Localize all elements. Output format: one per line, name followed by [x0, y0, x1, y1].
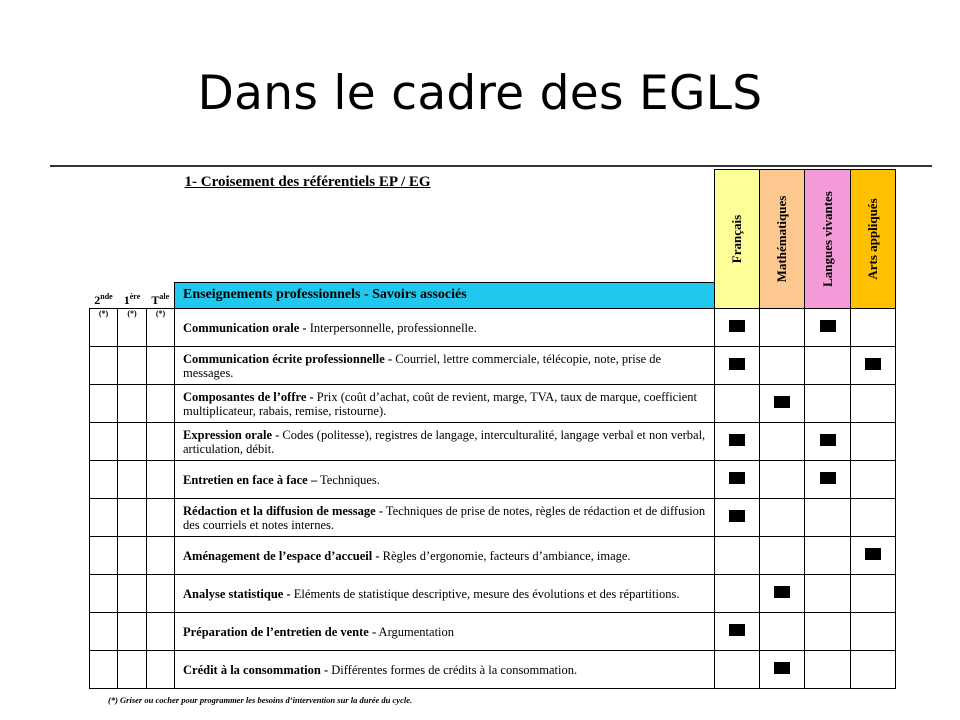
level-check-cell[interactable]: [118, 423, 147, 461]
mark-cell-langues-vivantes[interactable]: [805, 309, 851, 347]
level-check-cell[interactable]: [147, 309, 175, 347]
row-title: Communication écrite professionnelle -: [183, 351, 393, 366]
level-header-terminale: [147, 282, 175, 309]
row-title: Entretien en face à face –: [183, 472, 318, 487]
subject-label: Mathématiques: [774, 195, 789, 283]
level-check-cell[interactable]: [118, 613, 147, 651]
row-text: Interpersonnelle, professionnelle.: [306, 320, 477, 335]
filled-square-mark: [865, 358, 881, 370]
row-description: [175, 423, 715, 461]
row-description: [175, 385, 715, 423]
level-check-cell[interactable]: [90, 385, 118, 423]
table-row: [90, 309, 896, 347]
mark-cell-langues-vivantes[interactable]: [805, 651, 851, 689]
filled-square-mark: [820, 472, 836, 484]
row-text: Différentes formes de crédits à la consommation.: [328, 662, 578, 677]
subject-label: Français: [729, 214, 744, 264]
level-check-cell[interactable]: [147, 651, 175, 689]
filled-square-mark: [774, 586, 790, 598]
subject-header-arts-appliques: [851, 170, 896, 309]
level-check-cell[interactable]: [147, 423, 175, 461]
subject-label: Arts appliqués: [865, 198, 880, 280]
top-divider: [50, 165, 932, 167]
section-title-cell: [175, 170, 715, 283]
level-check-cell[interactable]: [118, 537, 147, 575]
row-text: Techniques de prise de notes, règles de rédaction et de diffusion des courriels et notes internes.: [183, 503, 706, 532]
subject-header-mathematiques: [760, 170, 805, 309]
section-header: Enseignements professionnels - Savoirs associés: [175, 282, 715, 309]
level-sup: ère: [129, 292, 141, 301]
table-row: [90, 613, 896, 651]
level-header-premiere: [118, 282, 147, 309]
filled-square-mark: [729, 358, 745, 370]
mark-cell-mathematiques[interactable]: [760, 423, 805, 461]
row-text: Courriel, lettre commerciale, télécopie, note, prise de messages.: [183, 351, 662, 380]
mark-cell-langues-vivantes[interactable]: [805, 499, 851, 537]
table-row: [90, 651, 896, 689]
level-base: T: [151, 293, 160, 307]
row-description: [175, 309, 715, 347]
mark-cell-mathematiques[interactable]: [760, 575, 805, 613]
row-text: Codes (politesse), registres de langage, interculturalité, langage verbal et non verbal, articulation, débit.: [183, 427, 706, 456]
level-check-cell[interactable]: [147, 575, 175, 613]
table-row: [90, 423, 896, 461]
mark-cell-mathematiques[interactable]: [760, 499, 805, 537]
filled-square-mark: [820, 434, 836, 446]
mark-cell-langues-vivantes[interactable]: [805, 385, 851, 423]
filled-square-mark: [774, 662, 790, 674]
mark-cell-arts-appliques[interactable]: [851, 423, 896, 461]
row-title: Communication orale -: [183, 320, 307, 335]
subject-header-francais: [715, 170, 760, 309]
mark-cell-langues-vivantes[interactable]: [805, 613, 851, 651]
mark-cell-francais[interactable]: [715, 613, 760, 651]
level-check-cell[interactable]: [147, 461, 175, 499]
mark-cell-langues-vivantes[interactable]: [805, 461, 851, 499]
section-title: 1- Croisement des référentiels EP / EG: [184, 173, 431, 190]
table-row: [90, 499, 896, 537]
row-description: [175, 651, 715, 689]
level-check-cell[interactable]: [118, 309, 147, 347]
row-text: Techniques.: [317, 472, 380, 487]
mark-cell-arts-appliques[interactable]: [851, 537, 896, 575]
row-title: Rédaction et la diffusion de message -: [183, 503, 383, 518]
row-description: [175, 537, 715, 575]
level-check-cell[interactable]: [118, 575, 147, 613]
cross-reference-table: [89, 169, 896, 689]
level-check-cell[interactable]: [90, 499, 118, 537]
filled-square-mark: [774, 396, 790, 408]
footnote: (*) Griser ou cocher pour programmer les besoins d’intervention sur la durée du cycle.: [108, 695, 413, 705]
level-check-cell[interactable]: [147, 537, 175, 575]
table-row: [90, 385, 896, 423]
level-sup: ale: [159, 292, 170, 301]
mark-cell-mathematiques[interactable]: [760, 385, 805, 423]
mark-cell-langues-vivantes[interactable]: [805, 537, 851, 575]
subject-header-langues-vivantes: [805, 170, 851, 309]
mark-cell-francais[interactable]: [715, 347, 760, 385]
level-base: 2: [94, 293, 101, 307]
row-description: [175, 613, 715, 651]
level-check-cell[interactable]: [147, 499, 175, 537]
mark-cell-francais[interactable]: [715, 461, 760, 499]
mark-cell-arts-appliques[interactable]: [851, 347, 896, 385]
level-check-cell[interactable]: [118, 499, 147, 537]
level-note: (*): [98, 309, 109, 318]
level-note: (*): [127, 309, 137, 318]
row-text: Eléments de statistique descriptive, mesure des évolutions et des répartitions.: [290, 586, 680, 601]
mark-cell-francais[interactable]: [715, 309, 760, 347]
level-base: 1: [123, 293, 130, 307]
row-title: Analyse statistique -: [183, 586, 291, 601]
mark-cell-langues-vivantes[interactable]: [805, 347, 851, 385]
level-check-cell[interactable]: [118, 461, 147, 499]
row-title: Crédit à la consommation -: [183, 662, 329, 677]
level-check-cell[interactable]: [90, 537, 118, 575]
mark-cell-arts-appliques[interactable]: [851, 613, 896, 651]
level-check-cell[interactable]: [90, 461, 118, 499]
mark-cell-francais[interactable]: [715, 537, 760, 575]
row-description: [175, 461, 715, 499]
row-text: Prix (coût d’achat, coût de revient, marge, TVA, taux de marque, coefficient multiplicateur, rabais, remise, ristourne).: [183, 389, 697, 418]
mark-cell-francais[interactable]: [715, 575, 760, 613]
mark-cell-francais[interactable]: [715, 499, 760, 537]
level-check-cell[interactable]: [118, 385, 147, 423]
subject-label: Langues vivantes: [819, 191, 835, 287]
mark-cell-arts-appliques[interactable]: [851, 461, 896, 499]
filled-square-mark: [729, 472, 745, 484]
mark-cell-francais[interactable]: [715, 385, 760, 423]
mark-cell-langues-vivantes[interactable]: [805, 575, 851, 613]
mark-cell-mathematiques[interactable]: [760, 651, 805, 689]
mark-cell-arts-appliques[interactable]: [851, 499, 896, 537]
level-check-cell[interactable]: [118, 651, 147, 689]
header-spacer: [90, 170, 175, 283]
mark-cell-mathematiques[interactable]: [760, 309, 805, 347]
mark-cell-langues-vivantes[interactable]: [805, 423, 851, 461]
mark-cell-mathematiques[interactable]: [760, 461, 805, 499]
filled-square-mark: [865, 548, 881, 560]
table-row: [90, 575, 896, 613]
level-note: (*): [155, 309, 166, 318]
row-description: [175, 499, 715, 537]
level-check-cell[interactable]: [147, 385, 175, 423]
row-text: Règles d’ergonomie, facteurs d’ambiance, image.: [379, 548, 631, 563]
row-title: Composantes de l’offre -: [183, 389, 314, 404]
mark-cell-arts-appliques[interactable]: [851, 309, 896, 347]
filled-square-mark: [729, 434, 745, 446]
row-description: [175, 347, 715, 385]
mark-cell-mathematiques[interactable]: [760, 347, 805, 385]
level-check-cell[interactable]: [90, 651, 118, 689]
filled-square-mark: [729, 510, 745, 522]
level-check-cell[interactable]: [118, 347, 147, 385]
mark-cell-arts-appliques[interactable]: [851, 575, 896, 613]
level-check-cell[interactable]: [147, 613, 175, 651]
row-text: Argumentation: [376, 624, 455, 639]
row-description: [175, 575, 715, 613]
level-check-cell[interactable]: [147, 347, 175, 385]
row-title: Expression orale -: [183, 427, 280, 442]
level-sup: nde: [100, 292, 113, 301]
filled-square-mark: [820, 320, 836, 332]
mark-cell-arts-appliques[interactable]: [851, 385, 896, 423]
level-check-cell[interactable]: [90, 613, 118, 651]
mark-cell-francais[interactable]: [715, 423, 760, 461]
level-check-cell[interactable]: [90, 575, 118, 613]
table-row: [90, 461, 896, 499]
level-header-seconde: [90, 282, 118, 309]
level-check-cell[interactable]: [90, 309, 118, 347]
mark-cell-mathematiques[interactable]: [760, 537, 805, 575]
level-check-cell[interactable]: [90, 423, 118, 461]
filled-square-mark: [729, 320, 745, 332]
mark-cell-francais[interactable]: [715, 651, 760, 689]
mark-cell-arts-appliques[interactable]: [851, 651, 896, 689]
table-row: [90, 537, 896, 575]
row-title: Préparation de l’entretien de vente -: [183, 624, 377, 639]
filled-square-mark: [729, 624, 745, 636]
mark-cell-mathematiques[interactable]: [760, 613, 805, 651]
row-title: Aménagement de l’espace d’accueil -: [183, 548, 380, 563]
slide-title: Dans le cadre des EGLS: [197, 66, 763, 121]
level-check-cell[interactable]: [90, 347, 118, 385]
table-row: [90, 347, 896, 385]
